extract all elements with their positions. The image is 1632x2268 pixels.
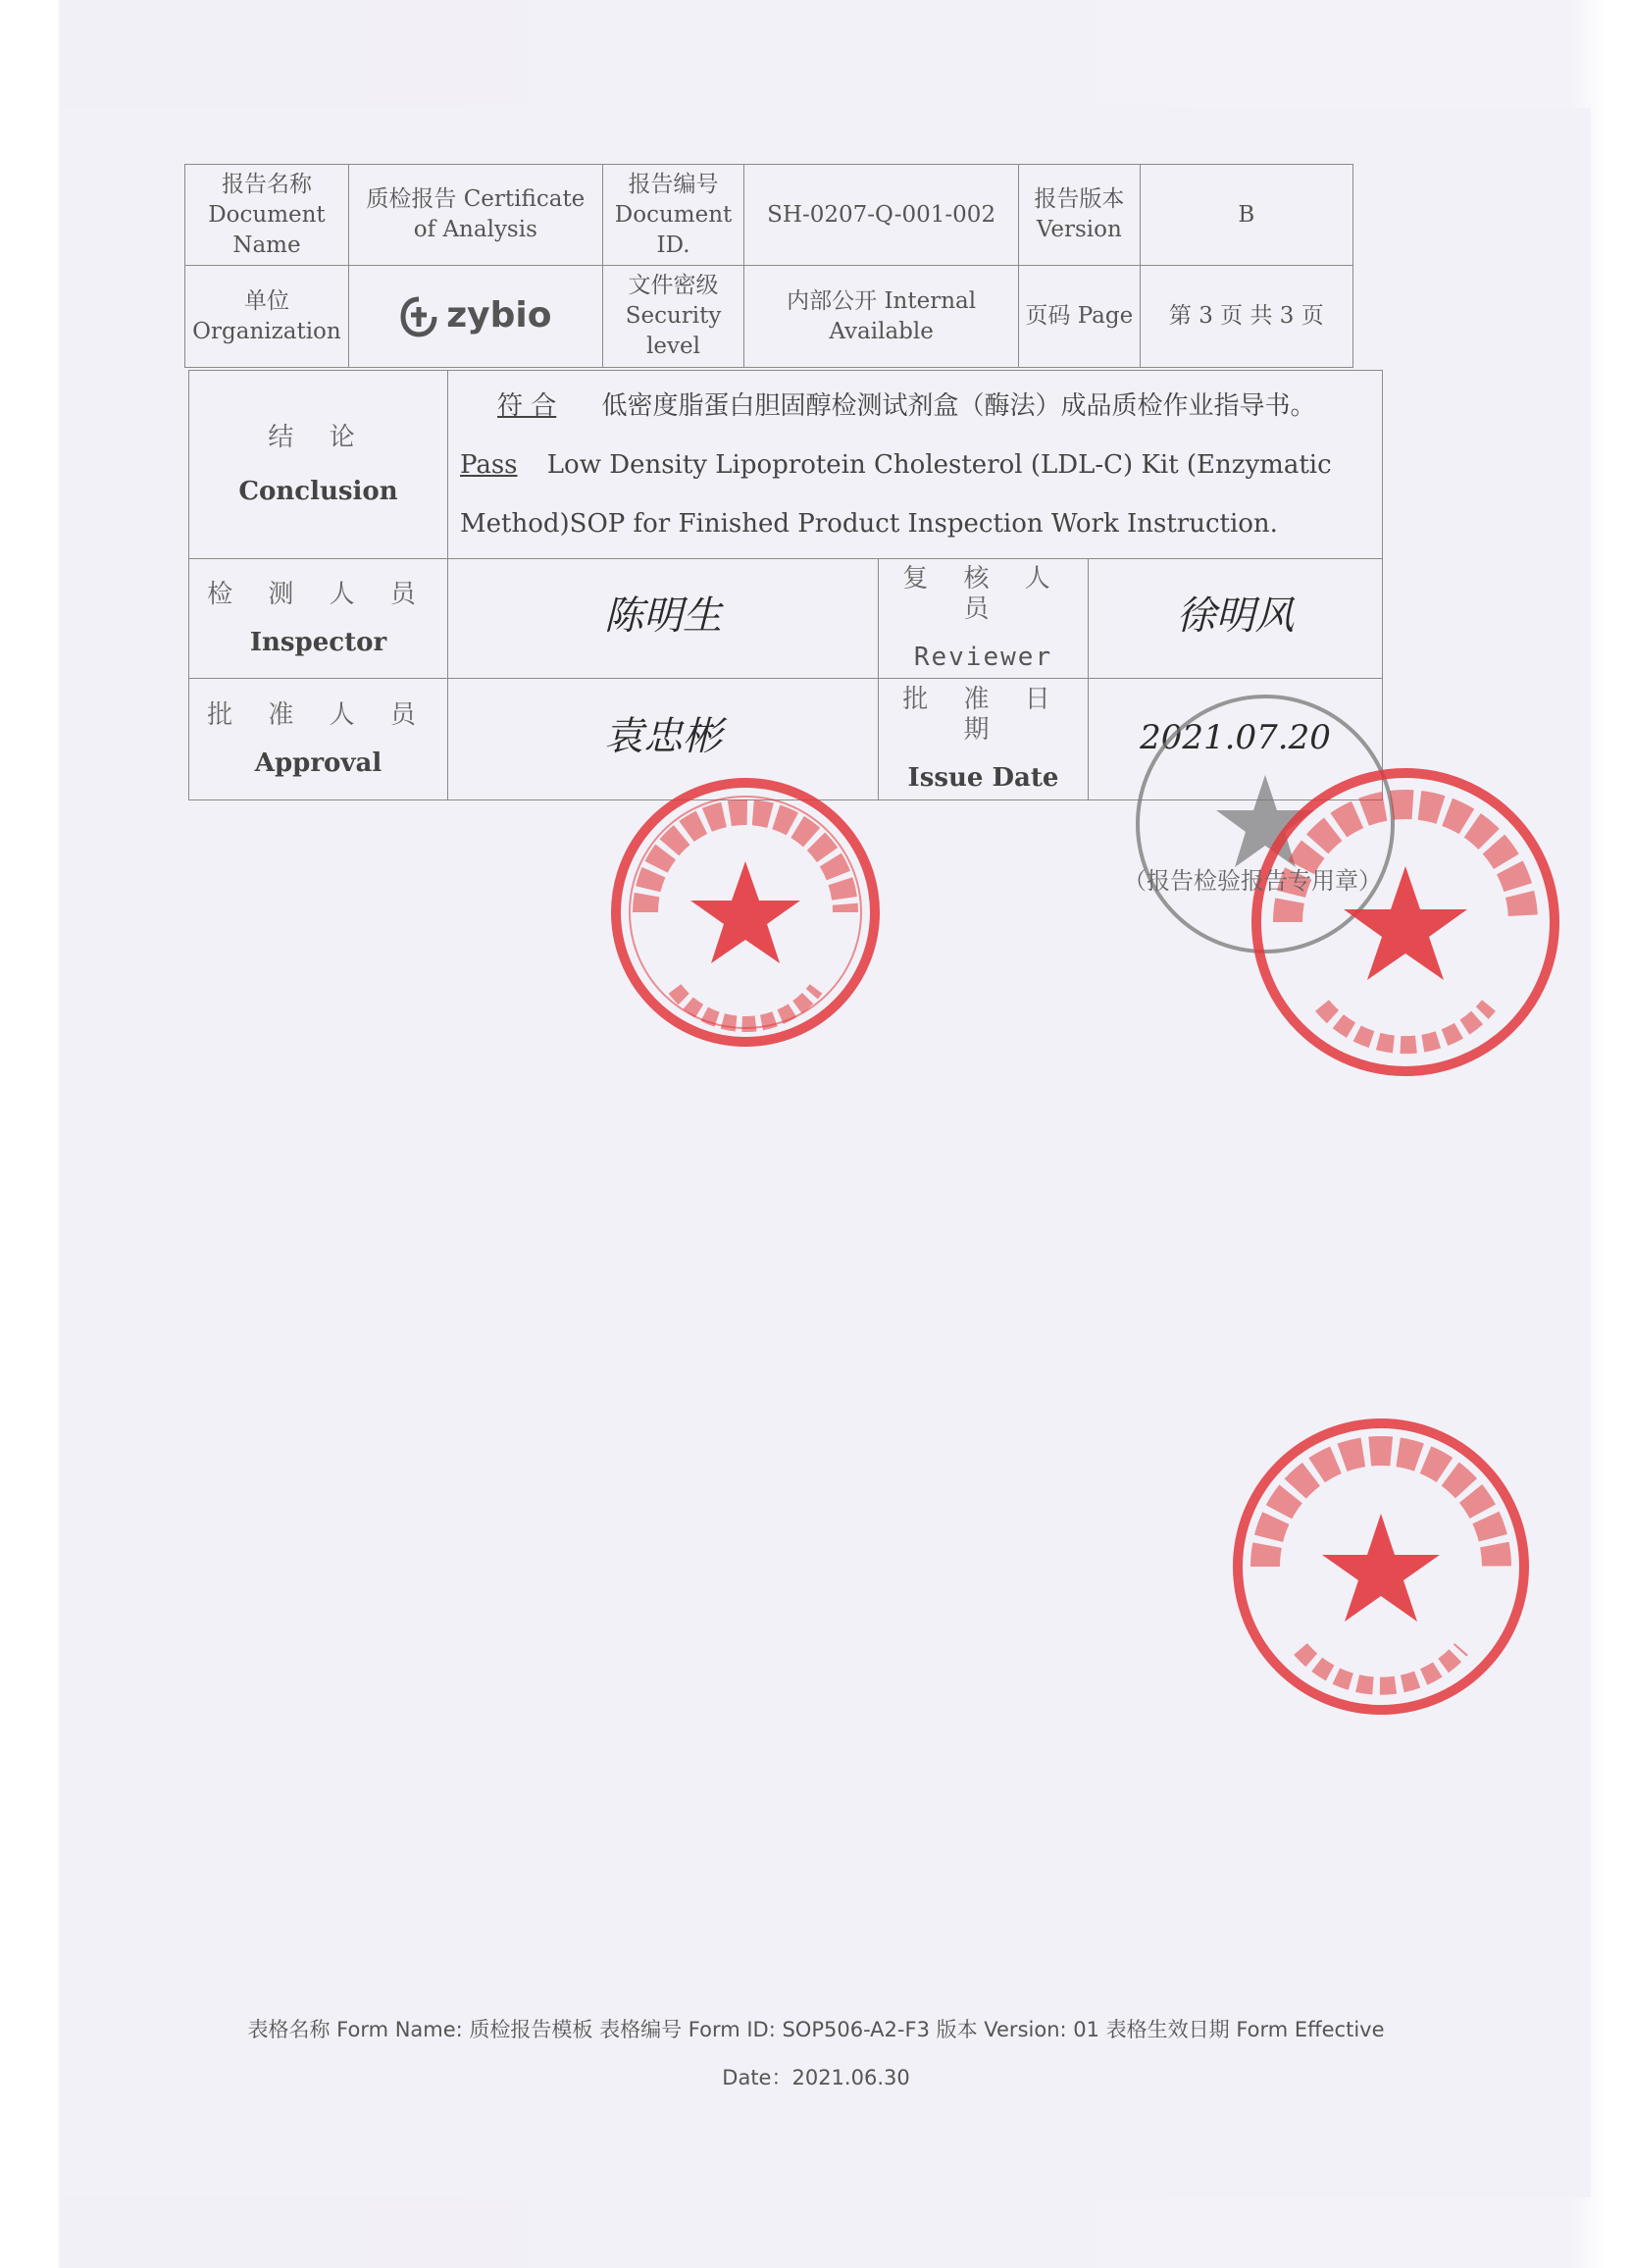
issue-date-signature: 2021.07.20 [1140,717,1331,757]
conclusion-mark-cn: 符 合 [497,390,557,421]
inspector-signature-cell [448,559,879,679]
zybio-logo-icon [399,295,438,338]
reviewer-en: Reviewer [913,643,1053,672]
conclusion-en: Conclusion [238,476,398,506]
reviewer-cn: 复 核 人 员 [902,564,1064,624]
page-label: 页码 Page [1018,266,1140,368]
conclusion-text-cell [448,371,1383,559]
version-value: B [1140,165,1352,266]
conclusion-label-cell [189,371,448,559]
footer-line1: 表格名称 Form Name: 质检报告模板 表格编号 Form ID: SOP506-A2-F3 版本 Version: 01 表格生效日期 Form Effective [247,2018,1385,2041]
doc-name-value: 质检报告 Certificate of Analysis [348,165,602,266]
conclusion-mark-en: Pass [460,449,518,480]
org-logo [348,266,602,368]
doc-id-value: SH-0207-Q-001-002 [744,165,1019,266]
reviewer-signature: 徐明风 [1176,593,1295,639]
stamp-note: （报告检验报告专用章） [1123,867,1382,895]
doc-id-label: 报告编号 Document ID. [602,165,744,266]
page-value: 第 3 页 共 3 页 [1140,266,1352,368]
conclusion-line1: 低密度脂蛋白胆固醇检测试剂盒（酶法）成品质检作业指导书。 [601,390,1316,421]
inspector-cn: 检 测 人 员 [207,579,430,609]
security-value: 内部公开 Internal Available [744,266,1019,368]
approval-signature: 袁忠彬 [604,713,722,759]
reviewer-signature-cell [1089,559,1383,679]
approval-en: Approval [254,747,382,778]
conclusion-line2: Low Density Lipoprotein Cholesterol (LDL-C) Kit (Enzymatic [546,449,1332,480]
header-table [184,164,1353,368]
inspector-signature: 陈明生 [604,593,722,639]
security-label: 文件密级 Security level [602,266,744,368]
reviewer-label-cell [879,559,1089,679]
inspector-en: Inspector [249,627,387,657]
org-logo-text: zybio [446,294,552,335]
org-label: 单位 Organization [185,266,349,368]
footer-line2: Date：2021.06.30 [722,2066,910,2089]
version-label: 报告版本 Version [1018,165,1140,266]
inspector-label-cell [189,559,448,679]
conclusion-line3: Method)SOP for Finished Product Inspection Work Instruction. [460,508,1278,539]
red-seal-bottom [1224,1410,1538,1724]
conclusion-cn: 结 论 [268,422,369,452]
issue-date-en: Issue Date [907,763,1059,793]
red-seal-right [1244,760,1567,1084]
red-seal-left [606,773,885,1052]
approval-cn: 批 准 人 员 [207,699,430,730]
issue-date-label-cell [879,679,1089,800]
approval-label-cell [189,679,448,800]
issue-date-cn: 批 准 日 期 [902,685,1064,745]
doc-name-label: 报告名称 Document Name [185,165,349,266]
